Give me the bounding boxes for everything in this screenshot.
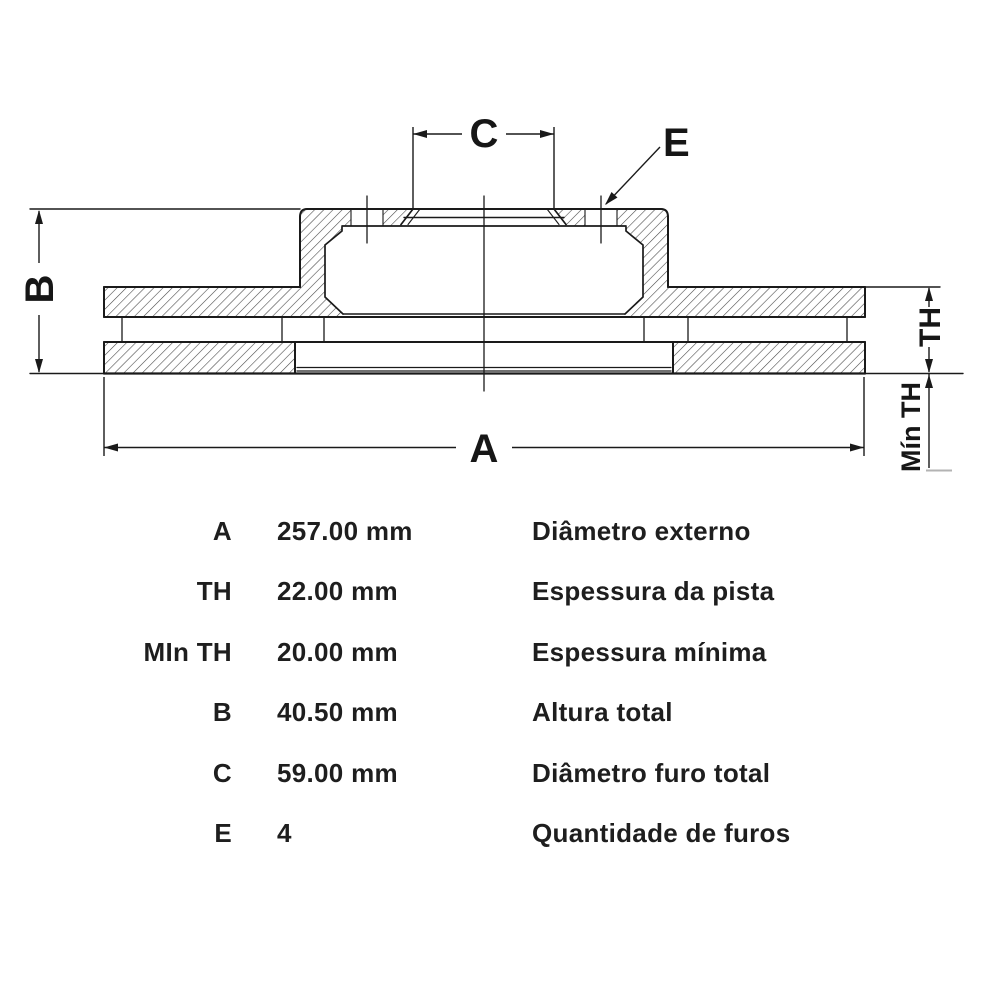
- dim-label-a: A: [469, 427, 499, 471]
- arrowhead-icon: [925, 287, 933, 301]
- spec-key: MIn TH: [143, 636, 232, 667]
- spec-key: E: [214, 818, 232, 849]
- spec-value: 257.00 mm: [277, 515, 413, 546]
- dimension-th: [914, 287, 947, 373]
- spec-value: 20.00 mm: [277, 636, 398, 667]
- spec-value: 59.00 mm: [277, 757, 398, 788]
- spec-description: Quantidade de furos: [532, 818, 791, 849]
- arrowhead-icon: [104, 444, 118, 452]
- bottom-plate-right-section: [673, 342, 865, 374]
- arrowhead-icon: [850, 444, 864, 452]
- spec-description: Espessura da pista: [532, 576, 775, 607]
- spec-value: 22.00 mm: [277, 576, 398, 607]
- spec-row: [0, 743, 1000, 804]
- dimension-c: [413, 112, 554, 209]
- dim-label-min-th: Mín TH: [896, 382, 926, 472]
- spec-row: [0, 501, 1000, 562]
- arrowhead-icon: [540, 130, 554, 138]
- dimension-b: [18, 210, 62, 373]
- spec-description: Diâmetro externo: [532, 515, 751, 546]
- spec-row: [0, 683, 1000, 744]
- spec-value: 4: [277, 818, 292, 849]
- dim-label-c: C: [469, 112, 499, 156]
- spec-key: B: [212, 697, 232, 728]
- spec-key: A: [212, 515, 232, 546]
- top-plate-left-section: [104, 287, 325, 317]
- arrowhead-icon: [925, 359, 933, 373]
- dimension-min-th: [896, 374, 952, 472]
- spec-row: [0, 562, 1000, 623]
- dim-label-b: B: [18, 274, 62, 304]
- spec-value: 40.50 mm: [277, 697, 398, 728]
- spec-key: TH: [196, 576, 232, 607]
- arrowhead-icon: [413, 130, 427, 138]
- spec-table: [0, 501, 1000, 864]
- bottom-plate-left-section: [104, 342, 295, 374]
- spec-key: C: [212, 757, 232, 788]
- spec-description: Diâmetro furo total: [532, 757, 771, 788]
- dimension-e: [605, 121, 690, 205]
- spec-row: [0, 622, 1000, 683]
- spec-row: [0, 804, 1000, 865]
- arrowhead-icon: [35, 210, 43, 224]
- dim-label-th: TH: [914, 307, 947, 347]
- arrowhead-icon: [925, 375, 933, 389]
- spec-description: Espessura mínima: [532, 636, 767, 667]
- arrowhead-icon: [35, 359, 43, 373]
- spec-description: Altura total: [532, 697, 673, 728]
- top-plate-right-section: [643, 287, 865, 317]
- dim-label-e: E: [663, 121, 690, 165]
